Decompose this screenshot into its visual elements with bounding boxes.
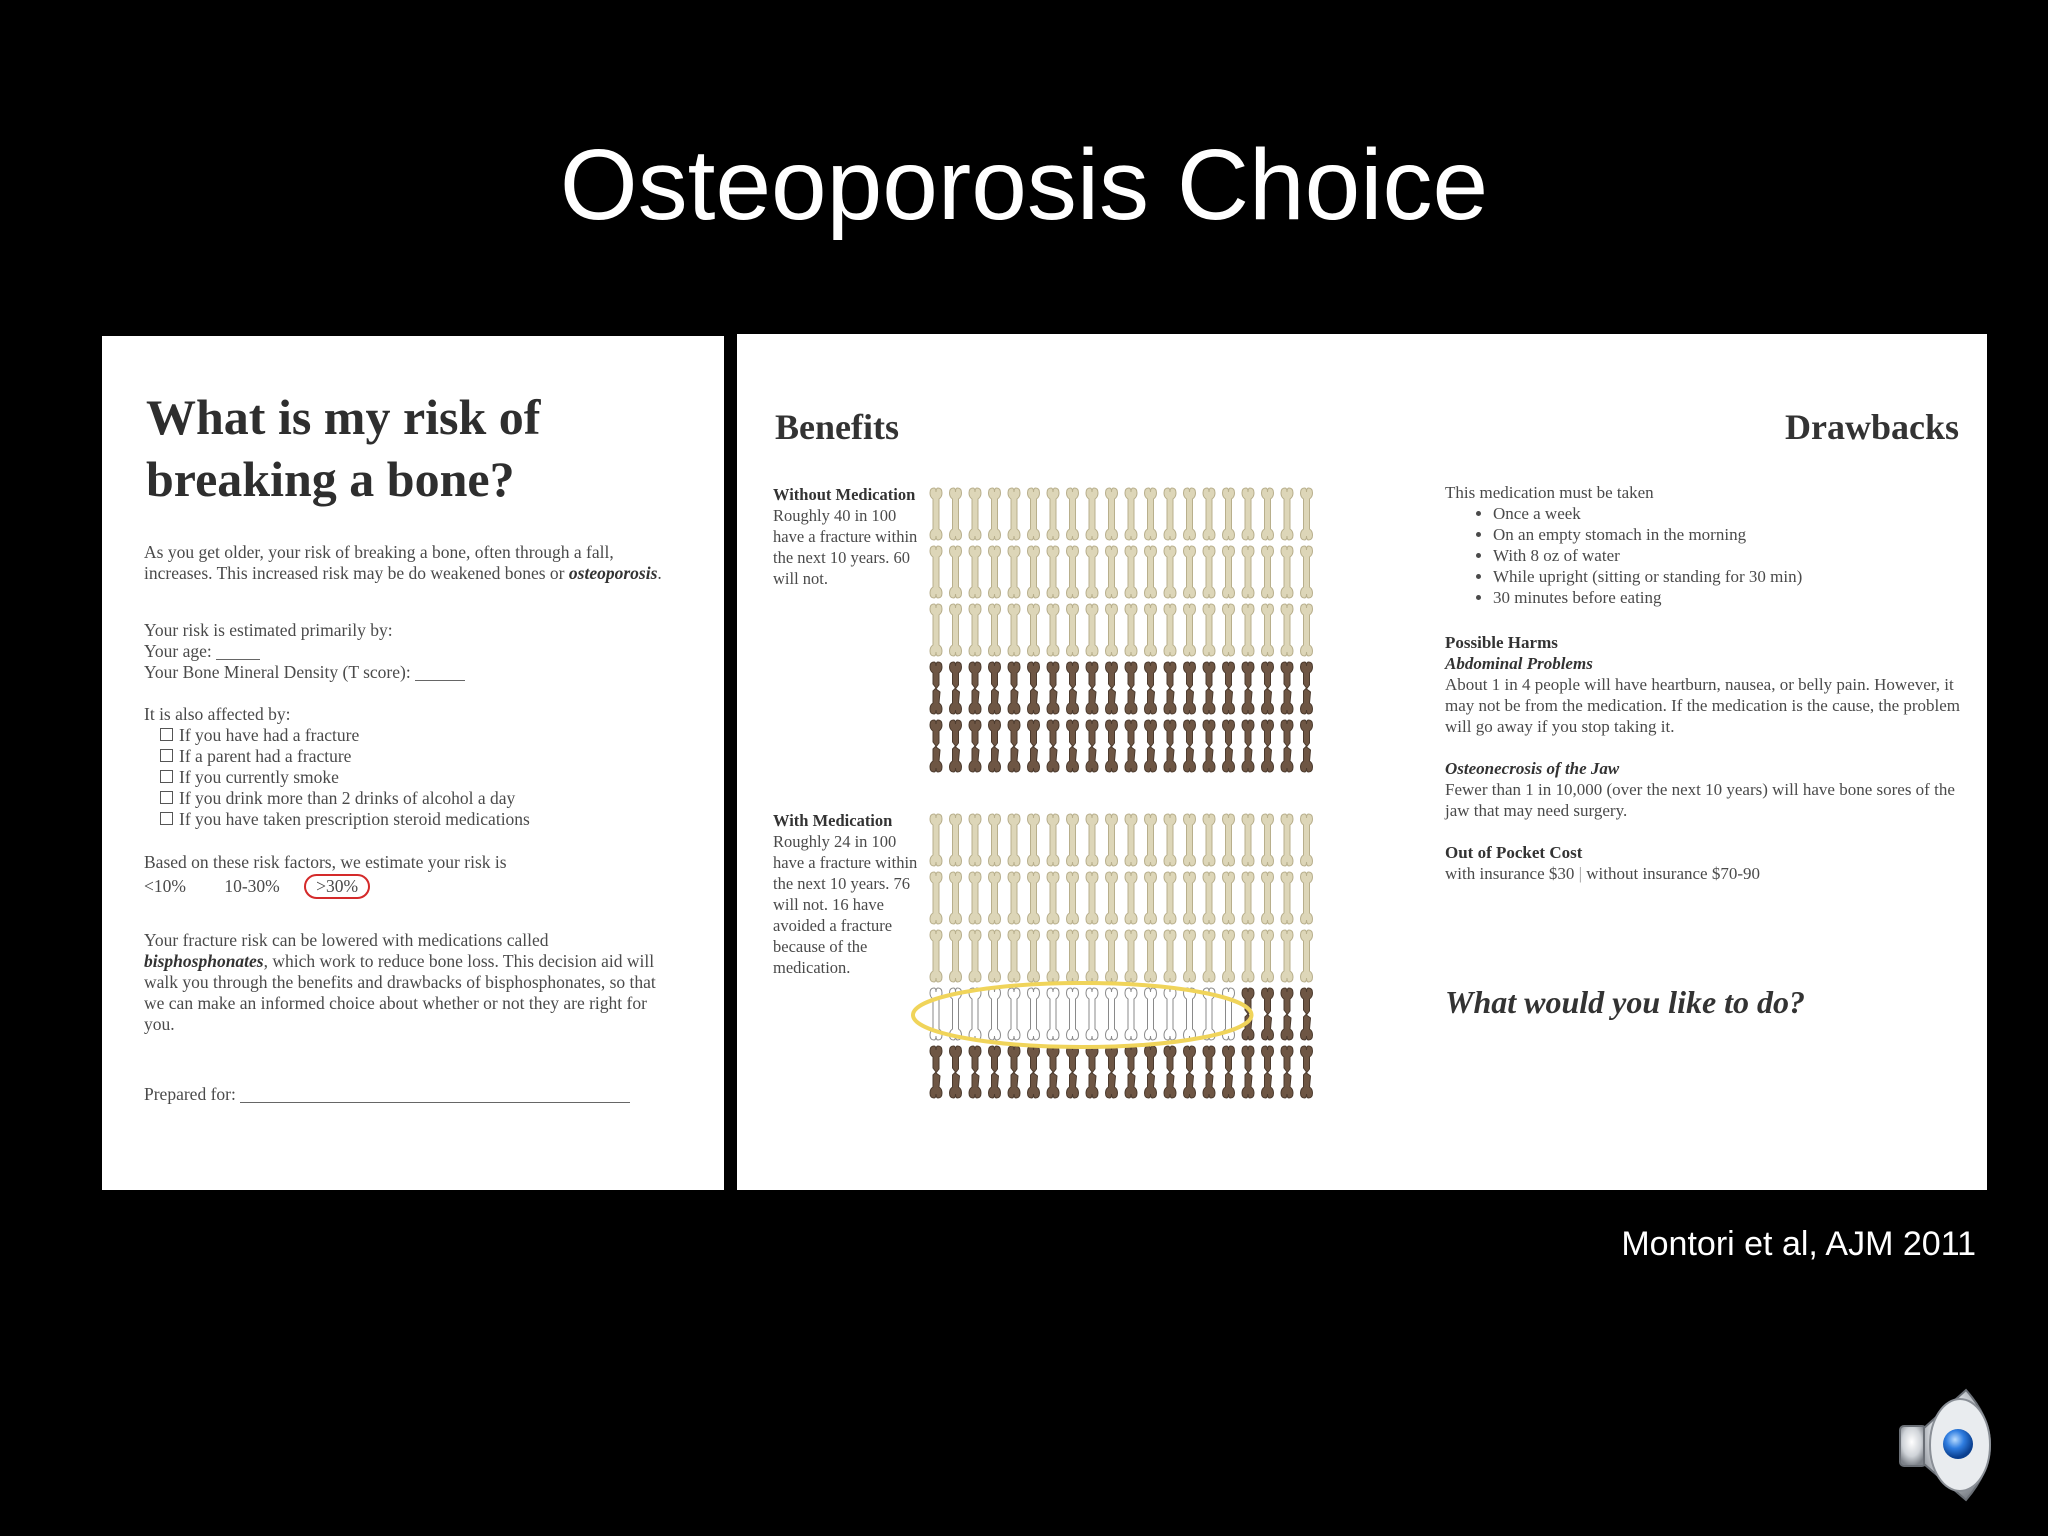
broken-bone-icon <box>1047 1046 1059 1098</box>
prepared-for-label: Prepared for: <box>144 1084 236 1104</box>
bmd-field[interactable] <box>415 680 465 681</box>
avoided-bone-icon <box>1067 988 1079 1040</box>
broken-bone-icon <box>1301 662 1313 714</box>
risk-factor-label: If you drink more than 2 drinks of alcohol a day <box>179 788 516 808</box>
avoided-fracture-highlight <box>913 983 1252 1047</box>
bone-icon <box>1203 872 1215 924</box>
checkbox-icon[interactable] <box>160 770 173 783</box>
broken-bone-icon <box>1203 720 1215 772</box>
avoided-bone-icon <box>1164 988 1176 1040</box>
bone-icon <box>1047 930 1059 982</box>
risk-factors-block <box>144 704 664 830</box>
checkbox-icon[interactable] <box>160 812 173 825</box>
bone-icon <box>1067 872 1079 924</box>
bone-icon <box>1047 604 1059 656</box>
broken-bone-icon <box>1164 662 1176 714</box>
schedule-item: • With 8 oz of water <box>1493 545 1965 566</box>
bone-icon <box>1223 604 1235 656</box>
intro-paragraph: As you get older, your risk of breaking a bone, often through a fall, increases. This increased risk may be do weakened bones or osteoporosis. <box>144 542 662 583</box>
estimate-text: Based on these risk factors, we estimate your risk is <box>144 852 507 872</box>
broken-bone-icon <box>1281 720 1293 772</box>
broken-bone-icon <box>930 662 942 714</box>
bone-icon <box>989 930 1001 982</box>
bone-icon <box>1086 604 1098 656</box>
bone-icon <box>1125 488 1137 540</box>
avoided-bone-icon <box>1106 988 1118 1040</box>
bone-icon <box>1262 814 1274 866</box>
broken-bone-icon <box>1203 662 1215 714</box>
bone-icon <box>1242 604 1254 656</box>
risk-factor-label: If you have had a fracture <box>179 725 360 745</box>
broken-bone-icon <box>1145 720 1157 772</box>
broken-bone-icon <box>989 720 1001 772</box>
bone-icon <box>1262 546 1274 598</box>
decision-question: What would you like to do? <box>1445 984 1806 1020</box>
bone-icon <box>1008 872 1020 924</box>
broken-bone-icon <box>1262 662 1274 714</box>
bone-icon <box>1086 488 1098 540</box>
broken-bone-icon <box>1262 988 1274 1040</box>
bone-icon <box>1184 488 1196 540</box>
bone-icon <box>1067 488 1079 540</box>
risk-factor-item[interactable] <box>144 767 664 788</box>
risk-factor-label: If you currently smoke <box>179 767 339 787</box>
avoided-bone-icon <box>969 988 981 1040</box>
avoided-bone-icon <box>989 988 1001 1040</box>
broken-bone-icon <box>1047 720 1059 772</box>
bone-icon <box>1028 488 1040 540</box>
broken-bone-icon <box>1106 662 1118 714</box>
broken-bone-icon <box>930 1046 942 1098</box>
medication-paragraph <box>144 930 664 1035</box>
bone-icon <box>1281 814 1293 866</box>
bone-icon <box>1281 546 1293 598</box>
broken-bone-icon <box>969 662 981 714</box>
checkbox-icon[interactable] <box>160 749 173 762</box>
bone-icon <box>969 488 981 540</box>
bone-icon <box>950 814 962 866</box>
prepared-for-field[interactable] <box>240 1102 630 1103</box>
bone-icon <box>1086 546 1098 598</box>
bone-icon <box>1028 546 1040 598</box>
medication-text-2: , which work to reduce bone loss. This decision aid will walk you through the benefits and drawbacks of bisphosphonates, so that we can make an informed choice about whether or not they are right for you. <box>144 951 656 1034</box>
schedule-block <box>1445 482 1965 608</box>
medication-emphasis: bisphosphonates <box>144 951 264 971</box>
bone-icon <box>1203 814 1215 866</box>
broken-bone-icon <box>1223 662 1235 714</box>
bone-icon <box>930 930 942 982</box>
with-medication-heading: With Medication <box>773 811 893 830</box>
broken-bone-icon <box>1281 1046 1293 1098</box>
bone-icon <box>1008 546 1020 598</box>
risk-heading: What is my risk of breaking a bone? <box>146 389 541 507</box>
bone-icon <box>989 604 1001 656</box>
bone-icon <box>1008 488 1020 540</box>
bone-icon <box>1028 930 1040 982</box>
bone-icon <box>989 814 1001 866</box>
avoided-bone-icon <box>1184 988 1196 1040</box>
bone-icon <box>1301 872 1313 924</box>
age-field[interactable] <box>216 659 260 660</box>
bone-icon <box>1281 872 1293 924</box>
risk-option-high[interactable]: >30% <box>304 874 370 899</box>
affected-by-label: It is also affected by: <box>144 704 291 724</box>
bone-icon <box>1301 546 1313 598</box>
bone-icon <box>1067 814 1079 866</box>
bone-icon <box>1184 814 1196 866</box>
bone-icon <box>1145 814 1157 866</box>
bone-icon <box>1203 604 1215 656</box>
broken-bone-icon <box>1242 720 1254 772</box>
broken-bone-icon <box>1086 662 1098 714</box>
broken-bone-icon <box>1145 1046 1157 1098</box>
bone-icon <box>1301 488 1313 540</box>
bone-grid-without <box>917 484 1337 774</box>
bone-icon <box>1047 814 1059 866</box>
risk-option-mid[interactable]: 10-30% <box>224 876 280 896</box>
harms-block <box>1445 632 1965 737</box>
bone-icon <box>1145 488 1157 540</box>
bone-icon <box>1203 488 1215 540</box>
bone-icon <box>1184 604 1196 656</box>
broken-bone-icon <box>1028 662 1040 714</box>
bone-icon <box>1125 546 1137 598</box>
broken-bone-icon <box>1281 988 1293 1040</box>
bone-icon <box>1086 872 1098 924</box>
bone-icon <box>1164 604 1176 656</box>
bone-icon <box>1164 814 1176 866</box>
broken-bone-icon <box>1223 720 1235 772</box>
abdominal-heading: Abdominal Problems <box>1445 654 1593 673</box>
bone-icon <box>1164 488 1176 540</box>
broken-bone-icon <box>930 720 942 772</box>
cost-without-insurance: without insurance $70-90 <box>1586 864 1761 883</box>
bone-icon <box>989 872 1001 924</box>
bone-icon <box>950 604 962 656</box>
broken-bone-icon <box>1242 1046 1254 1098</box>
abdominal-text: About 1 in 4 people will have heartburn, nausea, or belly pain. However, it may not be from the medication. If the medication is the cause, the problem will go away if you stop taking it. <box>1445 675 1961 736</box>
broken-bone-icon <box>1262 1046 1274 1098</box>
broken-bone-icon <box>1164 720 1176 772</box>
broken-bone-icon <box>1281 662 1293 714</box>
bone-icon <box>1145 604 1157 656</box>
broken-bone-icon <box>1067 720 1079 772</box>
harms-heading: Possible Harms <box>1445 633 1558 652</box>
avoided-bone-icon <box>1145 988 1157 1040</box>
bone-icon <box>969 546 981 598</box>
checkbox-icon[interactable] <box>160 728 173 741</box>
without-medication-text: Roughly 40 in 100 have a fracture within the next 10 years. 60 will not. <box>773 506 918 588</box>
bone-icon <box>950 488 962 540</box>
avoided-bone-icon <box>1008 988 1020 1040</box>
broken-bone-icon <box>1184 720 1196 772</box>
bone-icon <box>1242 546 1254 598</box>
bone-icon <box>1223 872 1235 924</box>
risk-factor-item[interactable] <box>144 788 664 809</box>
without-medication-label <box>773 484 918 589</box>
bone-icon <box>1223 546 1235 598</box>
broken-bone-icon <box>1125 720 1137 772</box>
bone-icon <box>1125 814 1137 866</box>
bone-icon <box>1125 930 1137 982</box>
benefits-title: Benefits <box>775 407 899 447</box>
bone-icon <box>1145 930 1157 982</box>
checkbox-icon[interactable] <box>160 791 173 804</box>
bone-icon <box>1125 604 1137 656</box>
schedule-list <box>1445 503 1965 608</box>
cost-with-insurance: with insurance $30 <box>1445 864 1575 883</box>
bone-icon <box>1106 814 1118 866</box>
bone-icon <box>1223 814 1235 866</box>
broken-bone-icon <box>1262 720 1274 772</box>
schedule-intro: This medication must be taken <box>1445 483 1654 502</box>
risk-option-low[interactable]: <10% <box>144 876 186 896</box>
bone-icon <box>1301 814 1313 866</box>
broken-bone-icon <box>1242 662 1254 714</box>
broken-bone-icon <box>1203 1046 1215 1098</box>
broken-bone-icon <box>969 720 981 772</box>
risk-factor-item[interactable] <box>144 725 664 746</box>
broken-bone-icon <box>969 1046 981 1098</box>
schedule-item: • On an empty stomach in the morning <box>1493 524 1965 545</box>
avoided-bone-icon <box>1125 988 1137 1040</box>
bone-icon <box>1184 546 1196 598</box>
broken-bone-icon <box>1125 1046 1137 1098</box>
jaw-block <box>1445 758 1965 821</box>
bone-icon <box>1262 604 1274 656</box>
cost-heading: Out of Pocket Cost <box>1445 843 1583 862</box>
jaw-heading: Osteonecrosis of the Jaw <box>1445 759 1620 778</box>
decision-aid-panel <box>737 334 1987 1190</box>
estimated-by-label: Your risk is estimated primarily by: <box>144 620 393 640</box>
broken-bone-icon <box>1047 662 1059 714</box>
bone-icon <box>969 604 981 656</box>
bone-icon <box>1106 604 1118 656</box>
risk-options <box>144 874 404 899</box>
bone-icon <box>930 546 942 598</box>
risk-factor-label: If a parent had a fracture <box>179 746 352 766</box>
drawbacks-title: Drawbacks <box>1784 407 1959 447</box>
broken-bone-icon <box>1145 662 1157 714</box>
intro-emphasis: osteoporosis <box>568 563 658 583</box>
bone-icon <box>1184 872 1196 924</box>
bone-icon <box>1106 872 1118 924</box>
bone-icon <box>950 930 962 982</box>
bone-icon <box>1008 814 1020 866</box>
bone-icon <box>1028 814 1040 866</box>
bone-icon <box>1028 872 1040 924</box>
cost-separator: | <box>1578 864 1583 883</box>
broken-bone-icon <box>1301 1046 1313 1098</box>
bone-icon <box>1184 930 1196 982</box>
broken-bone-icon <box>1106 720 1118 772</box>
broken-bone-icon <box>1086 1046 1098 1098</box>
slide-title: Osteoporosis Choice <box>559 129 1489 241</box>
broken-bone-icon <box>1067 662 1079 714</box>
cost-block <box>1445 842 1965 884</box>
bone-icon <box>1262 872 1274 924</box>
broken-bone-icon <box>950 1046 962 1098</box>
bone-icon <box>1106 546 1118 598</box>
bone-icon <box>1086 930 1098 982</box>
bone-icon <box>1281 930 1293 982</box>
bone-icon <box>1242 872 1254 924</box>
broken-bone-icon <box>1223 1046 1235 1098</box>
broken-bone-icon <box>1184 662 1196 714</box>
bone-icon <box>1047 546 1059 598</box>
broken-bone-icon <box>950 720 962 772</box>
bone-icon <box>1047 488 1059 540</box>
broken-bone-icon <box>989 1046 1001 1098</box>
broken-bone-icon <box>1086 720 1098 772</box>
risk-factor-item[interactable] <box>144 809 664 830</box>
with-medication-text: Roughly 24 in 100 have a fracture within the next 10 years. 76 will not. 16 have avoided a fracture because of the medication. <box>773 832 918 977</box>
intro-text: As you get older, your risk of breaking a bone, often through a fall, increases. This increased risk may be do weakened bones or <box>144 542 614 583</box>
bone-icon <box>989 546 1001 598</box>
bone-icon <box>950 872 962 924</box>
prepared-for-row <box>144 1084 664 1105</box>
bone-icon <box>969 930 981 982</box>
bone-grid-with <box>897 810 1337 1110</box>
bone-icon <box>1067 930 1079 982</box>
bone-icon <box>1145 872 1157 924</box>
broken-bone-icon <box>1008 720 1020 772</box>
bone-icon <box>1028 604 1040 656</box>
schedule-item: • While upright (sitting or standing for 30 min) <box>1493 566 1965 587</box>
risk-panel <box>102 336 724 1190</box>
bone-icon <box>930 488 942 540</box>
broken-bone-icon <box>1067 1046 1079 1098</box>
jaw-text: Fewer than 1 in 10,000 (over the next 10 years) will have bone sores of the jaw that may need surgery. <box>1445 780 1955 820</box>
bone-icon <box>1242 814 1254 866</box>
bone-icon <box>1008 604 1020 656</box>
bone-icon <box>1086 814 1098 866</box>
broken-bone-icon <box>1301 988 1313 1040</box>
bone-icon <box>1067 604 1079 656</box>
bone-icon <box>1203 546 1215 598</box>
without-medication-heading: Without Medication <box>773 485 916 504</box>
bone-icon <box>1106 488 1118 540</box>
bone-icon <box>1281 604 1293 656</box>
bone-icon <box>1145 546 1157 598</box>
bone-icon <box>1242 930 1254 982</box>
bone-icon <box>1164 546 1176 598</box>
avoided-bone-icon <box>1086 988 1098 1040</box>
bone-icon <box>1008 930 1020 982</box>
bone-icon <box>1223 930 1235 982</box>
schedule-item: • 30 minutes before eating <box>1493 587 1965 608</box>
bone-icon <box>950 546 962 598</box>
bone-icon <box>930 872 942 924</box>
avoided-bone-icon <box>1047 988 1059 1040</box>
bone-icon <box>1125 872 1137 924</box>
bone-icon <box>1242 488 1254 540</box>
bone-icon <box>1047 872 1059 924</box>
bone-icon <box>989 488 1001 540</box>
broken-bone-icon <box>1028 1046 1040 1098</box>
citation: Montori et al, AJM 2011 <box>1621 1225 1976 1263</box>
bmd-label: Your Bone Mineral Density (T score): <box>144 662 411 682</box>
broken-bone-icon <box>1028 720 1040 772</box>
speaker-icon[interactable] <box>1896 1382 2020 1506</box>
bone-icon <box>1301 930 1313 982</box>
broken-bone-icon <box>1184 1046 1196 1098</box>
bone-icon <box>1164 930 1176 982</box>
avoided-bone-icon <box>1028 988 1040 1040</box>
risk-factor-list <box>144 725 664 830</box>
medication-text-1: Your fracture risk can be lowered with medications called <box>144 930 549 950</box>
estimation-block <box>144 620 664 683</box>
bone-icon <box>969 872 981 924</box>
bone-icon <box>969 814 981 866</box>
risk-factor-label: If you have taken prescription steroid medications <box>179 809 530 829</box>
age-label: Your age: <box>144 641 212 661</box>
risk-factor-item[interactable] <box>144 746 664 767</box>
broken-bone-icon <box>1008 662 1020 714</box>
broken-bone-icon <box>1301 720 1313 772</box>
broken-bone-icon <box>1164 1046 1176 1098</box>
bone-icon <box>1106 930 1118 982</box>
bone-icon <box>1262 488 1274 540</box>
broken-bone-icon <box>1008 1046 1020 1098</box>
broken-bone-icon <box>1125 662 1137 714</box>
schedule-item: • Once a week <box>1493 503 1965 524</box>
broken-bone-icon <box>1106 1046 1118 1098</box>
bone-icon <box>930 814 942 866</box>
bone-icon <box>1223 488 1235 540</box>
bone-icon <box>1067 546 1079 598</box>
bone-icon <box>1281 488 1293 540</box>
bone-icon <box>1301 604 1313 656</box>
broken-bone-icon <box>989 662 1001 714</box>
broken-bone-icon <box>950 662 962 714</box>
bone-icon <box>1164 872 1176 924</box>
bone-icon <box>1262 930 1274 982</box>
bone-icon <box>1203 930 1215 982</box>
bone-icon <box>930 604 942 656</box>
